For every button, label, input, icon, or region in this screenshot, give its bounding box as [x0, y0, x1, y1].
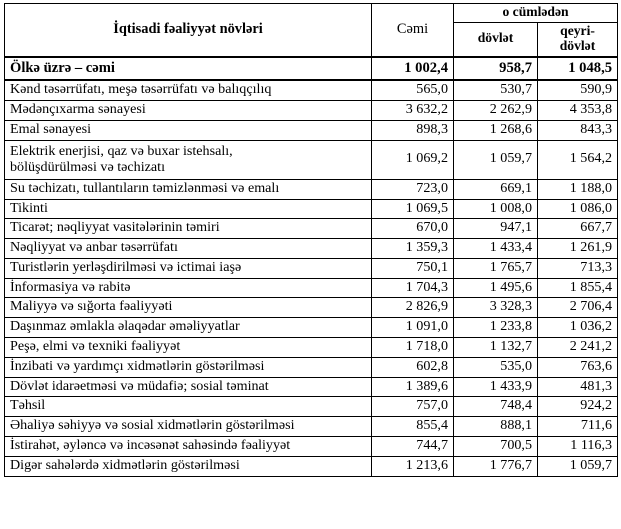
cell-state: 888,1 [454, 417, 538, 437]
column-header-nonstate [538, 22, 618, 56]
row-label: Tikinti [5, 199, 372, 219]
cell-total: 744,7 [372, 436, 454, 456]
table-row [5, 179, 618, 199]
row-label: Maliyyə və sığorta fəaliyyəti [5, 298, 372, 318]
column-header-group: o cümlədən [454, 4, 618, 23]
cell-state: 2 262,9 [454, 100, 538, 120]
cell-state: 1 495,6 [454, 278, 538, 298]
table-row [5, 140, 618, 179]
cell-state: 1 059,7 [454, 140, 538, 179]
column-header-state: dövlət [454, 22, 538, 56]
cell-total: 855,4 [372, 417, 454, 437]
cell-state: 1 008,0 [454, 199, 538, 219]
row-label: Əhaliyə səhiyyə və sosial xidmətlərin göstərilməsi [5, 417, 372, 437]
cell-state: 947,1 [454, 219, 538, 239]
cell-nonstate: 2 706,4 [538, 298, 618, 318]
cell-total: 1 718,0 [372, 338, 454, 358]
cell-nonstate: 1 855,4 [538, 278, 618, 298]
cell-state: 700,5 [454, 436, 538, 456]
table-row [5, 338, 618, 358]
table-row [5, 397, 618, 417]
cell-total-state: 958,7 [454, 57, 538, 80]
table-row [5, 298, 618, 318]
cell-state: 1 776,7 [454, 456, 538, 476]
cell-total: 602,8 [372, 357, 454, 377]
cell-nonstate: 711,6 [538, 417, 618, 437]
table-row [5, 120, 618, 140]
column-header-nonstate-line1: qeyri- [560, 22, 595, 38]
table-header [5, 4, 618, 57]
cell-nonstate: 1 188,0 [538, 179, 618, 199]
table-row [5, 199, 618, 219]
table-row [5, 219, 618, 239]
row-label-line2: bölüşdürülməsi və təchizatı [10, 159, 165, 176]
column-header-total: Cəmi [372, 4, 454, 57]
table-row [5, 100, 618, 120]
row-label: Emal sənayesi [5, 120, 372, 140]
row-label-total: Ölkə üzrə – cəmi [5, 57, 372, 80]
cell-nonstate: 924,2 [538, 397, 618, 417]
cell-total-total: 1 002,4 [372, 57, 454, 80]
cell-nonstate: 713,3 [538, 258, 618, 278]
row-label: Daşınmaz əmlakla əlaqədar əməliyyatlar [5, 318, 372, 338]
cell-total: 1 069,2 [372, 140, 454, 179]
cell-total: 565,0 [372, 80, 454, 100]
header-row-top [5, 4, 618, 23]
table-row [5, 80, 618, 100]
row-label: Peşə, elmi və texniki fəaliyyət [5, 338, 372, 358]
cell-total: 3 632,2 [372, 100, 454, 120]
table-row [5, 377, 618, 397]
row-label: Kənd təsərrüfatı, meşə təsərrüfatı və balıqçılıq [5, 80, 372, 100]
cell-total: 1 069,5 [372, 199, 454, 219]
cell-state: 1 765,7 [454, 258, 538, 278]
row-label: Digər sahələrdə xidmətlərin göstərilməsi [5, 456, 372, 476]
cell-total-nonstate: 1 048,5 [538, 57, 618, 80]
cell-state: 1 268,6 [454, 120, 538, 140]
cell-state: 1 132,7 [454, 338, 538, 358]
table-row [5, 239, 618, 259]
cell-state: 1 433,4 [454, 239, 538, 259]
cell-total: 2 826,9 [372, 298, 454, 318]
table-row [5, 258, 618, 278]
cell-state: 3 328,3 [454, 298, 538, 318]
cell-state: 669,1 [454, 179, 538, 199]
cell-total: 723,0 [372, 179, 454, 199]
row-label: Turistlərin yerləşdirilməsi və ictimai iaşə [5, 258, 372, 278]
row-label: Mədənçıxarma sənayesi [5, 100, 372, 120]
row-label: Təhsil [5, 397, 372, 417]
row-label: Dövlət idarəetməsi və müdafiə; sosial təminat [5, 377, 372, 397]
cell-nonstate: 1 564,2 [538, 140, 618, 179]
cell-nonstate: 667,7 [538, 219, 618, 239]
cell-total: 1 389,6 [372, 377, 454, 397]
cell-nonstate: 1 086,0 [538, 199, 618, 219]
cell-nonstate: 1 059,7 [538, 456, 618, 476]
cell-total: 670,0 [372, 219, 454, 239]
table-row [5, 318, 618, 338]
cell-state: 748,4 [454, 397, 538, 417]
cell-nonstate: 1 116,3 [538, 436, 618, 456]
cell-state: 1 233,8 [454, 318, 538, 338]
cell-total: 750,1 [372, 258, 454, 278]
row-label: İstirahət, əyləncə və incəsənət sahəsində fəaliyyət [5, 436, 372, 456]
row-label: Ticarət; nəqliyyat vasitələrinin təmiri [5, 219, 372, 239]
cell-total: 1 359,3 [372, 239, 454, 259]
table-row [5, 436, 618, 456]
row-label: Nəqliyyat və anbar təsərrüfatı [5, 239, 372, 259]
column-header-activity: İqtisadi fəaliyyət növləri [5, 4, 372, 57]
cell-total: 757,0 [372, 397, 454, 417]
table-row [5, 456, 618, 476]
table-row [5, 278, 618, 298]
row-label [5, 140, 372, 179]
row-label-line1: Elektrik enerjisi, qaz və buxar istehsalı, [10, 142, 233, 159]
cell-total: 1 213,6 [372, 456, 454, 476]
cell-total: 1 704,3 [372, 278, 454, 298]
table-row [5, 357, 618, 377]
cell-nonstate: 4 353,8 [538, 100, 618, 120]
table-body [5, 57, 618, 476]
cell-nonstate: 763,6 [538, 357, 618, 377]
row-label: Su təchizatı, tullantıların təmizlənməsi və emalı [5, 179, 372, 199]
table-row [5, 417, 618, 437]
row-label: İnformasiya və rabitə [5, 278, 372, 298]
cell-total: 1 091,0 [372, 318, 454, 338]
cell-state: 535,0 [454, 357, 538, 377]
row-label: İnzibati və yardımçı xidmətlərin göstərilməsi [5, 357, 372, 377]
cell-total: 898,3 [372, 120, 454, 140]
cell-state: 530,7 [454, 80, 538, 100]
cell-nonstate: 1 261,9 [538, 239, 618, 259]
cell-nonstate: 2 241,2 [538, 338, 618, 358]
cell-nonstate: 843,3 [538, 120, 618, 140]
column-header-nonstate-line2: dövlət [559, 37, 596, 53]
cell-nonstate: 1 036,2 [538, 318, 618, 338]
economic-activity-table [4, 3, 618, 477]
table-row-total [5, 57, 618, 80]
cell-nonstate: 481,3 [538, 377, 618, 397]
cell-state: 1 433,9 [454, 377, 538, 397]
cell-nonstate: 590,9 [538, 80, 618, 100]
